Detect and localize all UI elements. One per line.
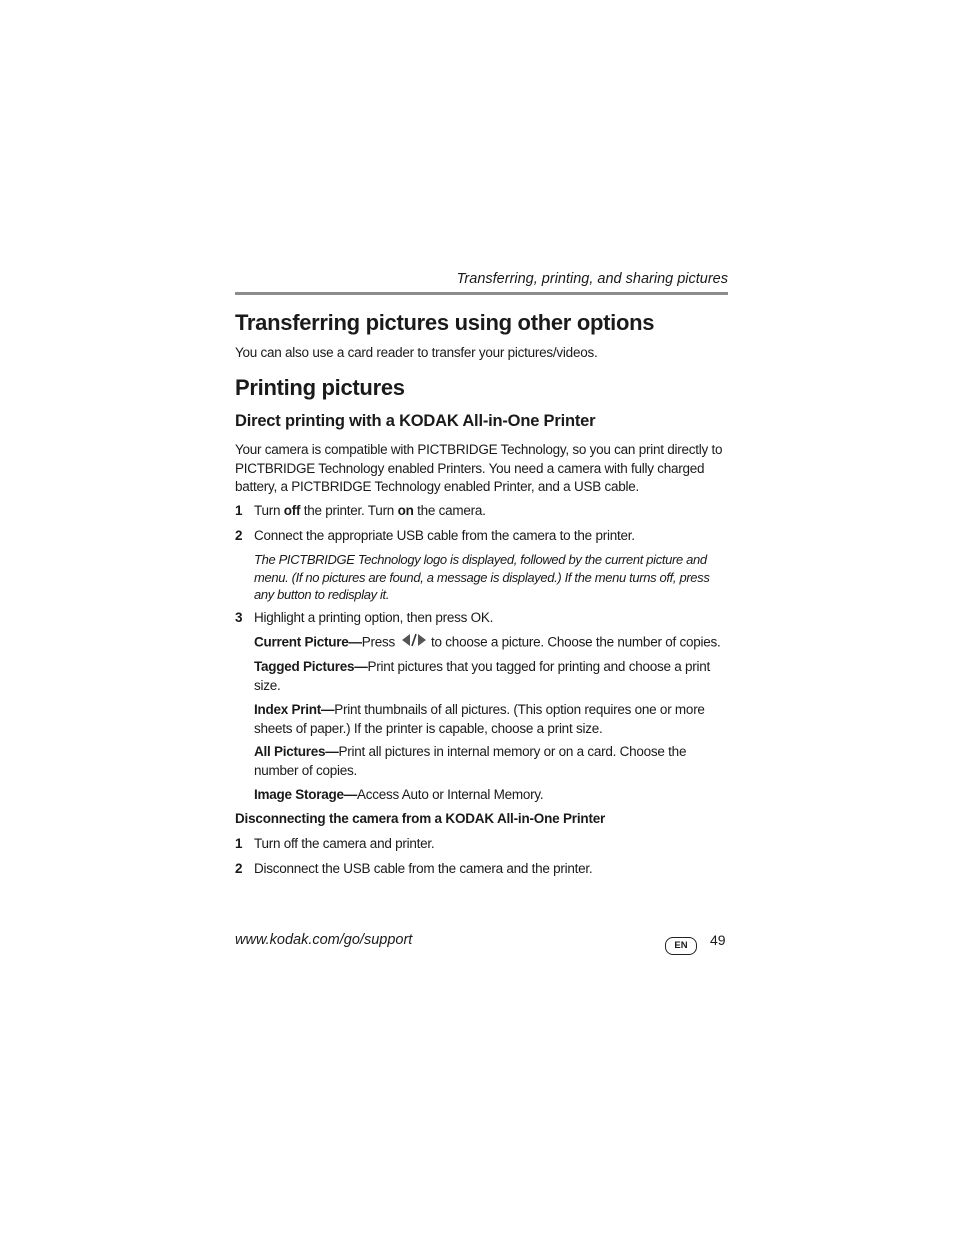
step-number: 3	[235, 610, 243, 625]
step-number: 2	[235, 528, 243, 543]
header-rule	[235, 292, 728, 295]
option-current-picture: Current Picture—Press to choose a picture. Choose the number of copies.	[254, 633, 728, 653]
step-text: Highlight a printing option, then press OK.	[254, 610, 494, 625]
disconnect-step-1	[235, 835, 728, 854]
step-number: 1	[235, 836, 243, 851]
option-name: Index Print—	[254, 702, 335, 717]
subsection-title-disconnecting: Disconnecting the camera from a KODAK All-in-One Printer	[235, 811, 606, 826]
page-number: 49	[710, 932, 726, 948]
step-number: 1	[235, 503, 243, 518]
option-name: Tagged Pictures—	[254, 659, 368, 674]
step-text: Disconnect the USB cable from the camera and the printer.	[254, 861, 593, 876]
step-number: 2	[235, 861, 243, 876]
section-title-transferring: Transferring pictures using other options	[235, 310, 655, 335]
step-text: Turn off the camera and printer.	[254, 836, 435, 851]
step-text: Connect the appropriate USB cable from the camera to the printer.	[254, 528, 635, 543]
option-name: Image Storage—	[254, 787, 358, 802]
option-tagged-pictures: Tagged Pictures—Print pictures that you tagged for printing and choose a print size.	[254, 659, 710, 693]
step-3	[235, 609, 728, 628]
footer-support-link[interactable]: www.kodak.com/go/support	[235, 932, 413, 948]
subsection-title-direct-printing: Direct printing with a KODAK All-in-One Printer	[235, 412, 596, 430]
option-index-print: Index Print—Print thumbnails of all pictures. (This option requires one or more sheets of paper.) If the printer is capable, choose a print size.	[254, 702, 705, 736]
running-head: Transferring, printing, and sharing pictures	[456, 271, 728, 287]
option-image-storage: Image Storage—Access Auto or Internal Memory.	[254, 787, 544, 802]
step-2-note: The PICTBRIDGE Technology logo is displayed, followed by the current picture and menu. (If no pictures are found, a message is displayed.) If the menu turns off, press any button to redisplay it.	[254, 552, 710, 602]
left-right-arrows-icon	[401, 633, 427, 653]
step-text: Turn off the printer. Turn on the camera.	[254, 503, 486, 518]
step-2	[235, 527, 728, 546]
section-title-printing: Printing pictures	[235, 375, 405, 400]
section-body-transferring: You can also use a card reader to transfer your pictures/videos.	[235, 345, 598, 360]
disconnect-step-2	[235, 860, 728, 879]
language-badge: EN	[665, 937, 697, 955]
option-name: All Pictures—	[254, 744, 339, 759]
option-name: Current Picture—	[254, 634, 362, 650]
direct-printing-intro: Your camera is compatible with PICTBRIDGE Technology, so you can print directly to PICTBRIDGE Technology enabled Printers. You need a camera with fully charged battery, a PICTBRIDGE Technology enabled Printer, and a USB cable.	[235, 442, 723, 494]
option-all-pictures: All Pictures—Print all pictures in internal memory or on a card. Choose the number of copies.	[254, 744, 687, 778]
step-1	[235, 502, 728, 521]
